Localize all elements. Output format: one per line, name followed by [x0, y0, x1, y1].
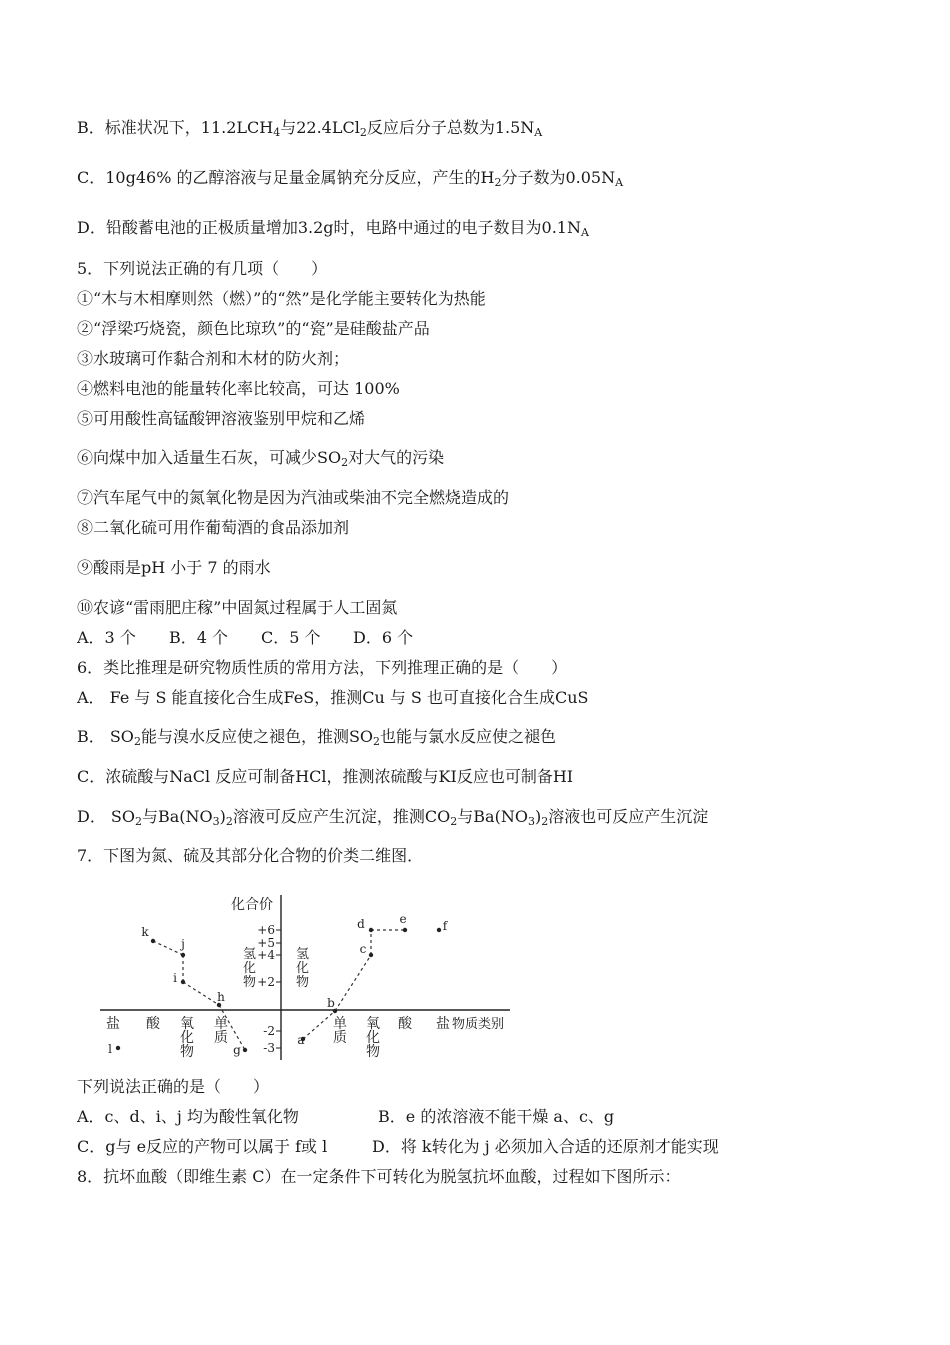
point-d [369, 928, 373, 932]
x-label-7: 盐 [436, 1016, 450, 1032]
point-label-h: h [217, 990, 225, 1004]
hydride-label-left [243, 947, 256, 990]
q7-option-c: C．g与 e反应的产物可以属于 f或 l [77, 1137, 328, 1156]
hydride-label-right [296, 947, 309, 990]
q5-option-b: B．4 个 [169, 628, 229, 647]
q6-option-d: D． $SO_2$与$Ba(NO_3)_2$溶液可反应产生沉淀，推测$CO_2$与$Ba(NO_3)_2$溶液也可反应产生沉淀 [77, 807, 709, 828]
point-label-f: f [442, 919, 448, 933]
x-label-4: 单质 [333, 1016, 347, 1046]
q4-option-d: D．铅酸蓄电池的正极质量增加3.2g时，电路中通过的电子数目为$0.1N_A$ [77, 218, 589, 239]
q7-prompt: 下列说法正确的是（ ） [77, 1077, 270, 1096]
q5-stem: 5．下列说法正确的有几项（ ） [77, 259, 328, 278]
q5-statement-2: ②“浮梁巧烧瓷，颜色比琼玖”的“瓷”是硅酸盐产品 [77, 319, 430, 338]
q7-option-d: D．将 k转化为 j 必须加入合适的还原剂才能实现 [372, 1137, 719, 1156]
x-label-5: 氧化物 [366, 1016, 380, 1060]
x-category-labels [106, 1015, 450, 1060]
y-tick-3: +2 [257, 975, 275, 989]
point-label-l: l [108, 1042, 112, 1056]
point-label-d: d [357, 917, 365, 931]
q5-option-a: A．3 个 [77, 628, 136, 647]
svg-text:氢化物: 氢化物 [243, 947, 257, 990]
y-tick-5: -3 [263, 1041, 275, 1055]
q6-stem: 6．类比推理是研究物质性质的常用方法，下列推理正确的是（ ） [77, 658, 568, 677]
q4-option-b: B．标准状况下，$11.2LCH_4$与22.4LCl$_2$反应后分子总数为$1.5N_A$ [77, 118, 543, 139]
x-label-0: 盐 [106, 1016, 120, 1032]
point-l [116, 1046, 120, 1050]
q8-stem: 8．抗坏血酸（即维生素 C）在一定条件下可转化为脱氢抗坏血酸，过程如下图所示： [77, 1167, 681, 1186]
point-f [437, 928, 441, 932]
point-label-b: b [327, 996, 335, 1010]
q5-statement-9: ⑨酸雨是pH 小于 7 的雨水 [77, 558, 271, 577]
q6-option-c: C．浓硫酸与NaCl 反应可制备HCl，推测浓硫酸与KI反应也可制备HI [77, 767, 574, 786]
y-tick-1: +5 [257, 936, 275, 950]
x-label-6: 酸 [398, 1016, 412, 1032]
x-label-1: 酸 [146, 1016, 160, 1032]
point-g [243, 1048, 247, 1052]
q7-option-a: A．c、d、i、j 均为酸性氧化物 [77, 1107, 299, 1126]
q5-statement-3: ③水玻璃可作黏合剂和木材的防火剂； [77, 349, 350, 368]
q5-statement-6: ⑥向煤中加入适量生石灰，可减少$SO_2$对大气的污染 [77, 448, 445, 469]
point-label-a: a [297, 1033, 305, 1047]
q5-statement-8: ⑧二氧化硫可用作葡萄酒的食品添加剂 [77, 518, 350, 537]
point-label-j: j [181, 937, 185, 951]
point-e [403, 928, 407, 932]
data-points [108, 912, 449, 1057]
q6-option-b: B． $SO_2$能与溴水反应使之褪色，推测$SO_2$也能与氯水反应使之褪色 [77, 727, 557, 748]
y-tick-0: +6 [257, 923, 275, 937]
y-ticks [257, 923, 281, 1055]
point-label-g: g [233, 1043, 241, 1057]
x-label-2: 氧化物 [180, 1016, 194, 1060]
q7-stem: 7．下图为氮、硫及其部分化合物的价类二维图． [77, 846, 424, 865]
q6-option-a: A． Fe 与 S 能直接化合生成FeS，推测Cu 与 S 也可直接化合生成CuS [77, 688, 589, 707]
point-k [151, 939, 155, 943]
q7-option-b: B．e 的浓溶液不能干燥 a、c、g [378, 1107, 615, 1126]
q5-statement-4: ④燃料电池的能量转化率比较高，可达 100% [77, 379, 400, 398]
point-j [181, 953, 185, 957]
y-axis-title: 化合价 [231, 897, 273, 913]
valence-class-diagram [95, 885, 525, 1065]
svg-text:氢化物: 氢化物 [296, 947, 310, 990]
y-tick-2: +4 [257, 948, 275, 962]
q4-option-c: C．10g46% 的乙醇溶液与足量金属钠充分反应，产生的$H_2$分子数为$0.05N_A$ [77, 168, 624, 189]
point-label-i: i [173, 971, 177, 985]
point-c [369, 953, 373, 957]
q5-statement-5: ⑤可用酸性高锰酸钾溶液鉴别甲烷和乙烯 [77, 409, 366, 428]
point-i [181, 980, 185, 984]
point-label-e: e [399, 912, 407, 926]
q5-options [77, 628, 413, 648]
q5-option-d: D．6 个 [353, 628, 414, 647]
y-tick-4: -2 [263, 1024, 275, 1038]
q5-statement-1: ①“木与木相摩则然（燃）”的“然”是化学能主要转化为热能 [77, 289, 486, 308]
q5-option-c: C．5 个 [261, 628, 321, 647]
point-label-c: c [359, 942, 367, 956]
q5-statement-10: ⑩农谚“雷雨肥庄稼”中固氮过程属于人工固氮 [77, 598, 398, 617]
x-axis-title: 物质类别 [452, 1017, 505, 1032]
q5-statement-7: ⑦汽车尾气中的氮氧化物是因为汽油或柴油不完全燃烧造成的 [77, 488, 510, 507]
x-label-3: 单质 [214, 1016, 228, 1046]
point-label-k: k [141, 925, 149, 939]
